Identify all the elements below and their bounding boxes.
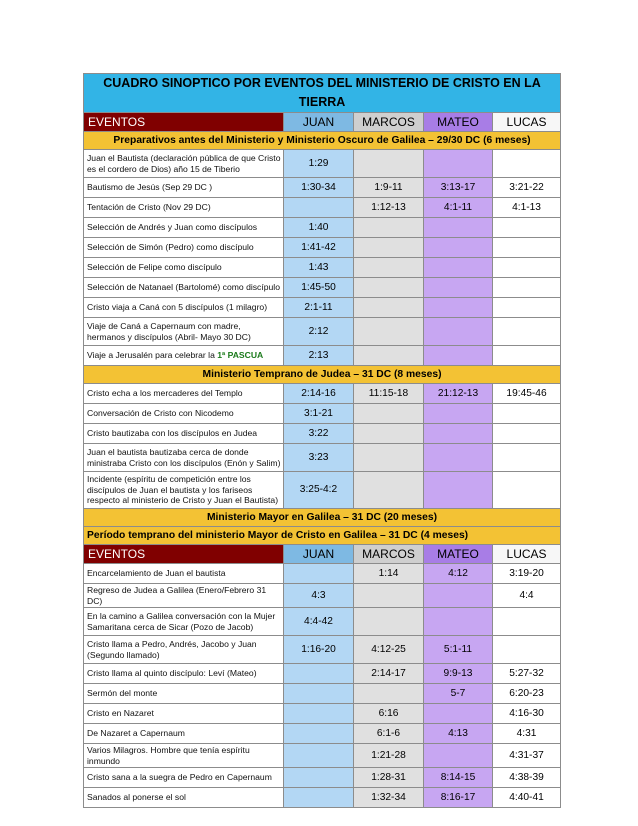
table-row bbox=[84, 404, 561, 424]
ref-marcos: 1:12-13 bbox=[354, 198, 424, 218]
section-title-preparativos: Preparativos antes del Ministerio y Ministerio Oscuro de Galilea – 29/30 DC (6 meses) bbox=[84, 132, 561, 150]
ref-lucas: 4:1-13 bbox=[493, 198, 561, 218]
pascua-highlight: 1ª PASCUA bbox=[217, 350, 264, 361]
ref-marcos: 1:9-11 bbox=[354, 178, 424, 198]
ref-mateo: 8:16-17 bbox=[424, 788, 493, 808]
ref-juan: 1:45-50 bbox=[284, 278, 354, 298]
table-row bbox=[84, 584, 561, 608]
ref-mateo bbox=[424, 584, 493, 608]
ref-mateo: 5:1-11 bbox=[424, 636, 493, 664]
ref-lucas: 3:19-20 bbox=[493, 564, 561, 584]
ref-juan bbox=[284, 704, 354, 724]
ref-marcos bbox=[354, 404, 424, 424]
ref-marcos bbox=[354, 150, 424, 178]
header-eventos: EVENTOS bbox=[84, 545, 284, 564]
section-title-galilea: Ministerio Mayor en Galilea – 31 DC (20 meses) bbox=[84, 509, 561, 527]
ref-mateo bbox=[424, 278, 493, 298]
ref-mateo bbox=[424, 404, 493, 424]
table-row bbox=[84, 788, 561, 808]
ref-lucas bbox=[493, 278, 561, 298]
ref-mateo bbox=[424, 218, 493, 238]
ref-lucas: 4:31-37 bbox=[493, 744, 561, 768]
section-title-judea: Ministerio Temprano de Judea – 31 DC (8 meses) bbox=[84, 366, 561, 384]
ref-mateo bbox=[424, 444, 493, 472]
table-row bbox=[84, 218, 561, 238]
ref-juan bbox=[284, 768, 354, 788]
section-row bbox=[84, 527, 561, 545]
event-cell: En la camino a Galilea conversación con la Mujer Samaritana cerca de Sicar (Pozo de Jacob) bbox=[84, 608, 284, 636]
ref-juan bbox=[284, 684, 354, 704]
table-row bbox=[84, 444, 561, 472]
table-row bbox=[84, 768, 561, 788]
header-row-2 bbox=[84, 545, 561, 564]
table-row bbox=[84, 636, 561, 664]
ref-mateo bbox=[424, 704, 493, 724]
table-row-pascua bbox=[84, 346, 561, 366]
event-cell bbox=[84, 346, 284, 366]
table-row bbox=[84, 278, 561, 298]
event-cell: Tentación de Cristo (Nov 29 DC) bbox=[84, 198, 284, 218]
ref-lucas bbox=[493, 318, 561, 346]
event-cell: Varios Milagros. Hombre que tenía espíritu inmundo bbox=[84, 744, 284, 768]
table-row bbox=[84, 472, 561, 509]
ref-lucas bbox=[493, 218, 561, 238]
event-cell: Bautismo de Jesús (Sep 29 DC ) bbox=[84, 178, 284, 198]
ref-juan: 1:16-20 bbox=[284, 636, 354, 664]
ref-mateo bbox=[424, 150, 493, 178]
ref-marcos: 2:14-17 bbox=[354, 664, 424, 684]
event-cell: Cristo bautizaba con los discípulos en Judea bbox=[84, 424, 284, 444]
header-lucas: LUCAS bbox=[493, 545, 561, 564]
table-row bbox=[84, 564, 561, 584]
ref-lucas: 4:4 bbox=[493, 584, 561, 608]
ref-marcos bbox=[354, 298, 424, 318]
ref-lucas bbox=[493, 608, 561, 636]
ref-marcos bbox=[354, 238, 424, 258]
ref-marcos bbox=[354, 218, 424, 238]
section-row bbox=[84, 132, 561, 150]
event-cell: Regreso de Judea a Galilea (Enero/Febrero 31 DC) bbox=[84, 584, 284, 608]
title-row bbox=[84, 74, 561, 113]
ref-lucas bbox=[493, 298, 561, 318]
ref-marcos bbox=[354, 424, 424, 444]
ref-mateo: 4:1-11 bbox=[424, 198, 493, 218]
table-row bbox=[84, 318, 561, 346]
ref-mateo bbox=[424, 346, 493, 366]
event-cell: Sanados al ponerse el sol bbox=[84, 788, 284, 808]
ref-lucas bbox=[493, 404, 561, 424]
ref-marcos: 11:15-18 bbox=[354, 384, 424, 404]
ref-marcos bbox=[354, 684, 424, 704]
event-cell: Selección de Felipe como discípulo bbox=[84, 258, 284, 278]
event-cell: Incidente (espíritu de competición entre los discípulos de Juan el bautista y los fariseos respecto al ministerio de Cristo y Juan el Bautista) bbox=[84, 472, 284, 509]
ref-mateo: 4:12 bbox=[424, 564, 493, 584]
ref-juan: 4:3 bbox=[284, 584, 354, 608]
section-row bbox=[84, 366, 561, 384]
section-row bbox=[84, 509, 561, 527]
ref-lucas: 4:16-30 bbox=[493, 704, 561, 724]
ref-juan: 2:1-11 bbox=[284, 298, 354, 318]
synoptic-table-sheet bbox=[83, 73, 560, 808]
section-title-periodo-temprano: Período temprano del ministerio Mayor de Cristo en Galilea – 31 DC (4 meses) bbox=[84, 527, 561, 545]
ref-lucas: 4:31 bbox=[493, 724, 561, 744]
table-row bbox=[84, 608, 561, 636]
ref-juan: 3:25-4:2 bbox=[284, 472, 354, 509]
synoptic-table bbox=[83, 73, 561, 808]
table-row bbox=[84, 298, 561, 318]
ref-lucas: 4:40-41 bbox=[493, 788, 561, 808]
ref-juan: 4:4-42 bbox=[284, 608, 354, 636]
ref-marcos bbox=[354, 318, 424, 346]
ref-juan: 3:22 bbox=[284, 424, 354, 444]
table-row bbox=[84, 744, 561, 768]
event-cell: Cristo echa a los mercaderes del Templo bbox=[84, 384, 284, 404]
event-cell: Selección de Simón (Pedro) como discípulo bbox=[84, 238, 284, 258]
event-cell: Juan el bautista bautizaba cerca de donde ministraba Cristo con los discípulos (Enón y Salim) bbox=[84, 444, 284, 472]
table-title: CUADRO SINOPTICO POR EVENTOS DEL MINISTERIO DE CRISTO EN LA TIERRA bbox=[84, 74, 561, 113]
event-cell: Cristo llama al quinto discípulo: Leví (Mateo) bbox=[84, 664, 284, 684]
event-cell: Cristo en Nazaret bbox=[84, 704, 284, 724]
ref-mateo bbox=[424, 472, 493, 509]
ref-juan: 1:30-34 bbox=[284, 178, 354, 198]
ref-juan bbox=[284, 564, 354, 584]
ref-lucas: 4:38-39 bbox=[493, 768, 561, 788]
ref-juan bbox=[284, 788, 354, 808]
header-mateo: MATEO bbox=[424, 545, 493, 564]
ref-lucas bbox=[493, 636, 561, 664]
header-mateo: MATEO bbox=[424, 113, 493, 132]
ref-lucas bbox=[493, 150, 561, 178]
ref-lucas bbox=[493, 424, 561, 444]
ref-juan: 1:40 bbox=[284, 218, 354, 238]
ref-marcos bbox=[354, 584, 424, 608]
ref-mateo bbox=[424, 298, 493, 318]
event-cell: Sermón del monte bbox=[84, 684, 284, 704]
event-cell: Selección de Natanael (Bartolomé) como discípulo bbox=[84, 278, 284, 298]
ref-marcos bbox=[354, 444, 424, 472]
ref-lucas bbox=[493, 472, 561, 509]
ref-juan bbox=[284, 664, 354, 684]
table-row bbox=[84, 724, 561, 744]
ref-mateo: 5-7 bbox=[424, 684, 493, 704]
header-row bbox=[84, 113, 561, 132]
ref-marcos: 1:32-34 bbox=[354, 788, 424, 808]
ref-juan: 2:12 bbox=[284, 318, 354, 346]
table-row bbox=[84, 150, 561, 178]
table-row bbox=[84, 384, 561, 404]
event-cell: Cristo llama a Pedro, Andrés, Jacobo y Juan (Segundo llamado) bbox=[84, 636, 284, 664]
ref-mateo bbox=[424, 608, 493, 636]
ref-lucas: 19:45-46 bbox=[493, 384, 561, 404]
event-cell: Selección de Andrés y Juan como discípulos bbox=[84, 218, 284, 238]
table-row bbox=[84, 198, 561, 218]
ref-marcos: 1:14 bbox=[354, 564, 424, 584]
event-cell: Conversación de Cristo con Nicodemo bbox=[84, 404, 284, 424]
ref-juan bbox=[284, 724, 354, 744]
ref-lucas bbox=[493, 258, 561, 278]
ref-mateo bbox=[424, 744, 493, 768]
ref-lucas: 3:21-22 bbox=[493, 178, 561, 198]
ref-juan: 1:43 bbox=[284, 258, 354, 278]
ref-mateo bbox=[424, 424, 493, 444]
header-marcos: MARCOS bbox=[354, 545, 424, 564]
table-row bbox=[84, 238, 561, 258]
ref-juan: 1:41-42 bbox=[284, 238, 354, 258]
ref-mateo bbox=[424, 318, 493, 346]
ref-mateo: 9:9-13 bbox=[424, 664, 493, 684]
table-row bbox=[84, 258, 561, 278]
ref-mateo bbox=[424, 258, 493, 278]
ref-juan bbox=[284, 744, 354, 768]
header-marcos: MARCOS bbox=[354, 113, 424, 132]
ref-lucas: 6:20-23 bbox=[493, 684, 561, 704]
ref-marcos bbox=[354, 346, 424, 366]
event-cell: Cristo viaja a Caná con 5 discípulos (1 milagro) bbox=[84, 298, 284, 318]
ref-marcos bbox=[354, 608, 424, 636]
header-juan: JUAN bbox=[284, 113, 354, 132]
ref-lucas bbox=[493, 444, 561, 472]
ref-lucas: 5:27-32 bbox=[493, 664, 561, 684]
ref-juan: 3:1-21 bbox=[284, 404, 354, 424]
ref-juan: 1:29 bbox=[284, 150, 354, 178]
event-cell: Viaje de Caná a Capernaum con madre, hermanos y discípulos (Abril- Mayo 30 DC) bbox=[84, 318, 284, 346]
ref-marcos bbox=[354, 472, 424, 509]
header-juan: JUAN bbox=[284, 545, 354, 564]
ref-juan bbox=[284, 198, 354, 218]
event-cell: Juan el Bautista (declaración pública de que Cristo es el cordero de Dios) año 15 de Tiberio bbox=[84, 150, 284, 178]
ref-marcos bbox=[354, 278, 424, 298]
table-row bbox=[84, 684, 561, 704]
ref-juan: 2:14-16 bbox=[284, 384, 354, 404]
ref-marcos: 6:1-6 bbox=[354, 724, 424, 744]
ref-marcos: 1:28-31 bbox=[354, 768, 424, 788]
event-cell: Cristo sana a la suegra de Pedro en Capernaum bbox=[84, 768, 284, 788]
header-lucas: LUCAS bbox=[493, 113, 561, 132]
ref-mateo: 8:14-15 bbox=[424, 768, 493, 788]
ref-lucas bbox=[493, 238, 561, 258]
table-row bbox=[84, 664, 561, 684]
ref-juan: 2:13 bbox=[284, 346, 354, 366]
ref-lucas bbox=[493, 346, 561, 366]
event-text: Viaje a Jerusalén para celebrar la bbox=[87, 350, 218, 361]
ref-mateo bbox=[424, 238, 493, 258]
ref-mateo: 4:13 bbox=[424, 724, 493, 744]
ref-marcos bbox=[354, 258, 424, 278]
ref-mateo: 21:12-13 bbox=[424, 384, 493, 404]
ref-marcos: 1:21-28 bbox=[354, 744, 424, 768]
ref-marcos: 6:16 bbox=[354, 704, 424, 724]
header-eventos: EVENTOS bbox=[84, 113, 284, 132]
event-cell: Encarcelamiento de Juan el bautista bbox=[84, 564, 284, 584]
ref-juan: 3:23 bbox=[284, 444, 354, 472]
ref-marcos: 4:12-25 bbox=[354, 636, 424, 664]
event-cell: De Nazaret a Capernaum bbox=[84, 724, 284, 744]
table-row bbox=[84, 178, 561, 198]
table-row bbox=[84, 424, 561, 444]
ref-mateo: 3:13-17 bbox=[424, 178, 493, 198]
table-row bbox=[84, 704, 561, 724]
